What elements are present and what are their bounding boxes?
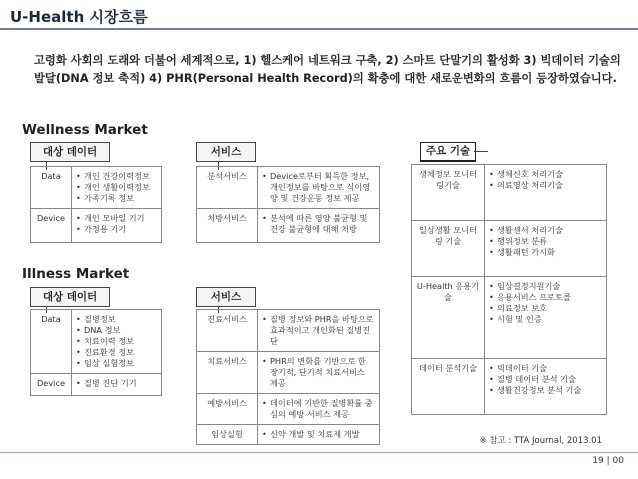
row-items <box>72 310 162 374</box>
wellness-service-table <box>196 166 380 243</box>
list-item: • 분석에 따른 영양 불균형 및 건강 불균형에 대해 처방 <box>262 213 375 235</box>
row-key: 진료서비스 <box>197 310 258 352</box>
row-items <box>258 394 380 425</box>
list-item: • 개인 모바일 기기 <box>76 213 157 224</box>
tech-table <box>411 164 607 415</box>
reference-note: ※ 참고 : TTA Journal, 2013.01 <box>479 436 602 446</box>
row-items <box>72 167 162 209</box>
footer-divider <box>0 452 638 453</box>
illness-service-table <box>196 309 380 445</box>
list-item: • Device로부터 획득한 정보, 개인정보를 바탕으로 식이영양 및 건강운동 정보 제공 <box>262 171 375 204</box>
row-key: 일상생활 모니터링 기술 <box>412 221 485 277</box>
list-item: • 빅데이터 기술 <box>489 363 602 374</box>
list-item: • 생활패턴 가시화 <box>489 247 602 258</box>
row-items <box>258 310 380 352</box>
wellness-data-table <box>30 166 162 243</box>
list-item: • 데이터에 기반한 질병확률 중심의 예방 서비스 제공 <box>262 398 375 420</box>
row-key: 예방서비스 <box>197 394 258 425</box>
tech-label: 주요 기술 <box>420 142 476 162</box>
illness-service-label: 서비스 <box>196 287 256 307</box>
list-item: • 의료정보 보호 <box>489 303 602 314</box>
row-key: Device <box>31 374 72 396</box>
row-items <box>485 165 607 221</box>
row-items <box>485 221 607 277</box>
list-item: • 개인 생활이력정보 <box>76 182 157 193</box>
wellness-heading: Wellness Market <box>22 122 148 138</box>
list-item: • 치료이력 정보 <box>76 336 157 347</box>
illness-data-table <box>30 309 162 396</box>
row-items <box>258 209 380 243</box>
list-item: • 질병 데이터 분석 기술 <box>489 374 602 385</box>
list-item: • 진료환경 정보 <box>76 347 157 358</box>
row-key: 생체정보 모니터링기술 <box>412 165 485 221</box>
list-item: • 질병 진단 기기 <box>76 378 157 389</box>
list-item: • DNA 정보 <box>76 325 157 336</box>
list-item: • PHR의 변화를 기반으로 한 장기적, 단기적 치료서비스 제공 <box>262 356 375 389</box>
row-items <box>258 167 380 209</box>
wellness-service-label: 서비스 <box>196 142 256 162</box>
intro-paragraph: 고령화 사회의 도래와 더불어 세계적으로, 1) 헬스케어 네트워크 구축, 2) 스마트 단말기의 활성화 3) 빅데이터 기술의 발달(DNA 정보 축적) 4) PHR(Personal Health Record)의 확충에 대한 새로운변화의 흐름이 등장하였습니다. <box>34 54 621 85</box>
list-item: • 임상결정지원기술 <box>489 281 602 292</box>
connector <box>474 151 488 152</box>
illness-data-label: 대상 데이터 <box>30 287 110 307</box>
row-key: Device <box>31 209 72 243</box>
list-item: • 시험 및 인증 <box>489 314 602 325</box>
row-key: Data <box>31 310 72 374</box>
row-items <box>258 425 380 445</box>
row-key: 분석서비스 <box>197 167 258 209</box>
row-items <box>485 277 607 359</box>
row-key: 데이터 분석기술 <box>412 359 485 415</box>
list-item: • 임상 실험정보 <box>76 358 157 369</box>
list-item: • 생체신호 처리기술 <box>489 169 602 180</box>
row-items <box>485 359 607 415</box>
list-item: • 가족기록 정보 <box>76 193 157 204</box>
row-key: U-Health 응용기술 <box>412 277 485 359</box>
list-item: • 생활건강정보 분석 기술 <box>489 385 602 396</box>
list-item: • 행위정보 분류 <box>489 236 602 247</box>
list-item: • 생활센서 처리기술 <box>489 225 602 236</box>
list-item: • 질병정보 <box>76 314 157 325</box>
list-item: • 의료영상 처리기술 <box>489 180 602 191</box>
row-key: 처방서비스 <box>197 209 258 243</box>
page-title: U-Health 시장흐름 <box>10 8 148 26</box>
row-items <box>258 352 380 394</box>
list-item: • 신약 개발 및 치료제 개발 <box>262 429 375 440</box>
wellness-data-label: 대상 데이터 <box>30 142 110 162</box>
list-item: • 질병 정보와 PHR을 바탕으로 효과적이고 개인화된 질병진단 <box>262 314 375 347</box>
row-key: 임상실험 <box>197 425 258 445</box>
list-item: • 개인 건강이력정보 <box>76 171 157 182</box>
illness-heading: Illness Market <box>22 266 130 282</box>
row-key: 치료서비스 <box>197 352 258 394</box>
title-divider <box>0 28 638 30</box>
list-item: • 가정용 기기 <box>76 224 157 235</box>
row-items <box>72 209 162 243</box>
list-item: • 응용서비스 프로토콜 <box>489 292 602 303</box>
row-key: Data <box>31 167 72 209</box>
page-number: 19 | 00 <box>592 456 624 466</box>
row-items <box>72 374 162 396</box>
